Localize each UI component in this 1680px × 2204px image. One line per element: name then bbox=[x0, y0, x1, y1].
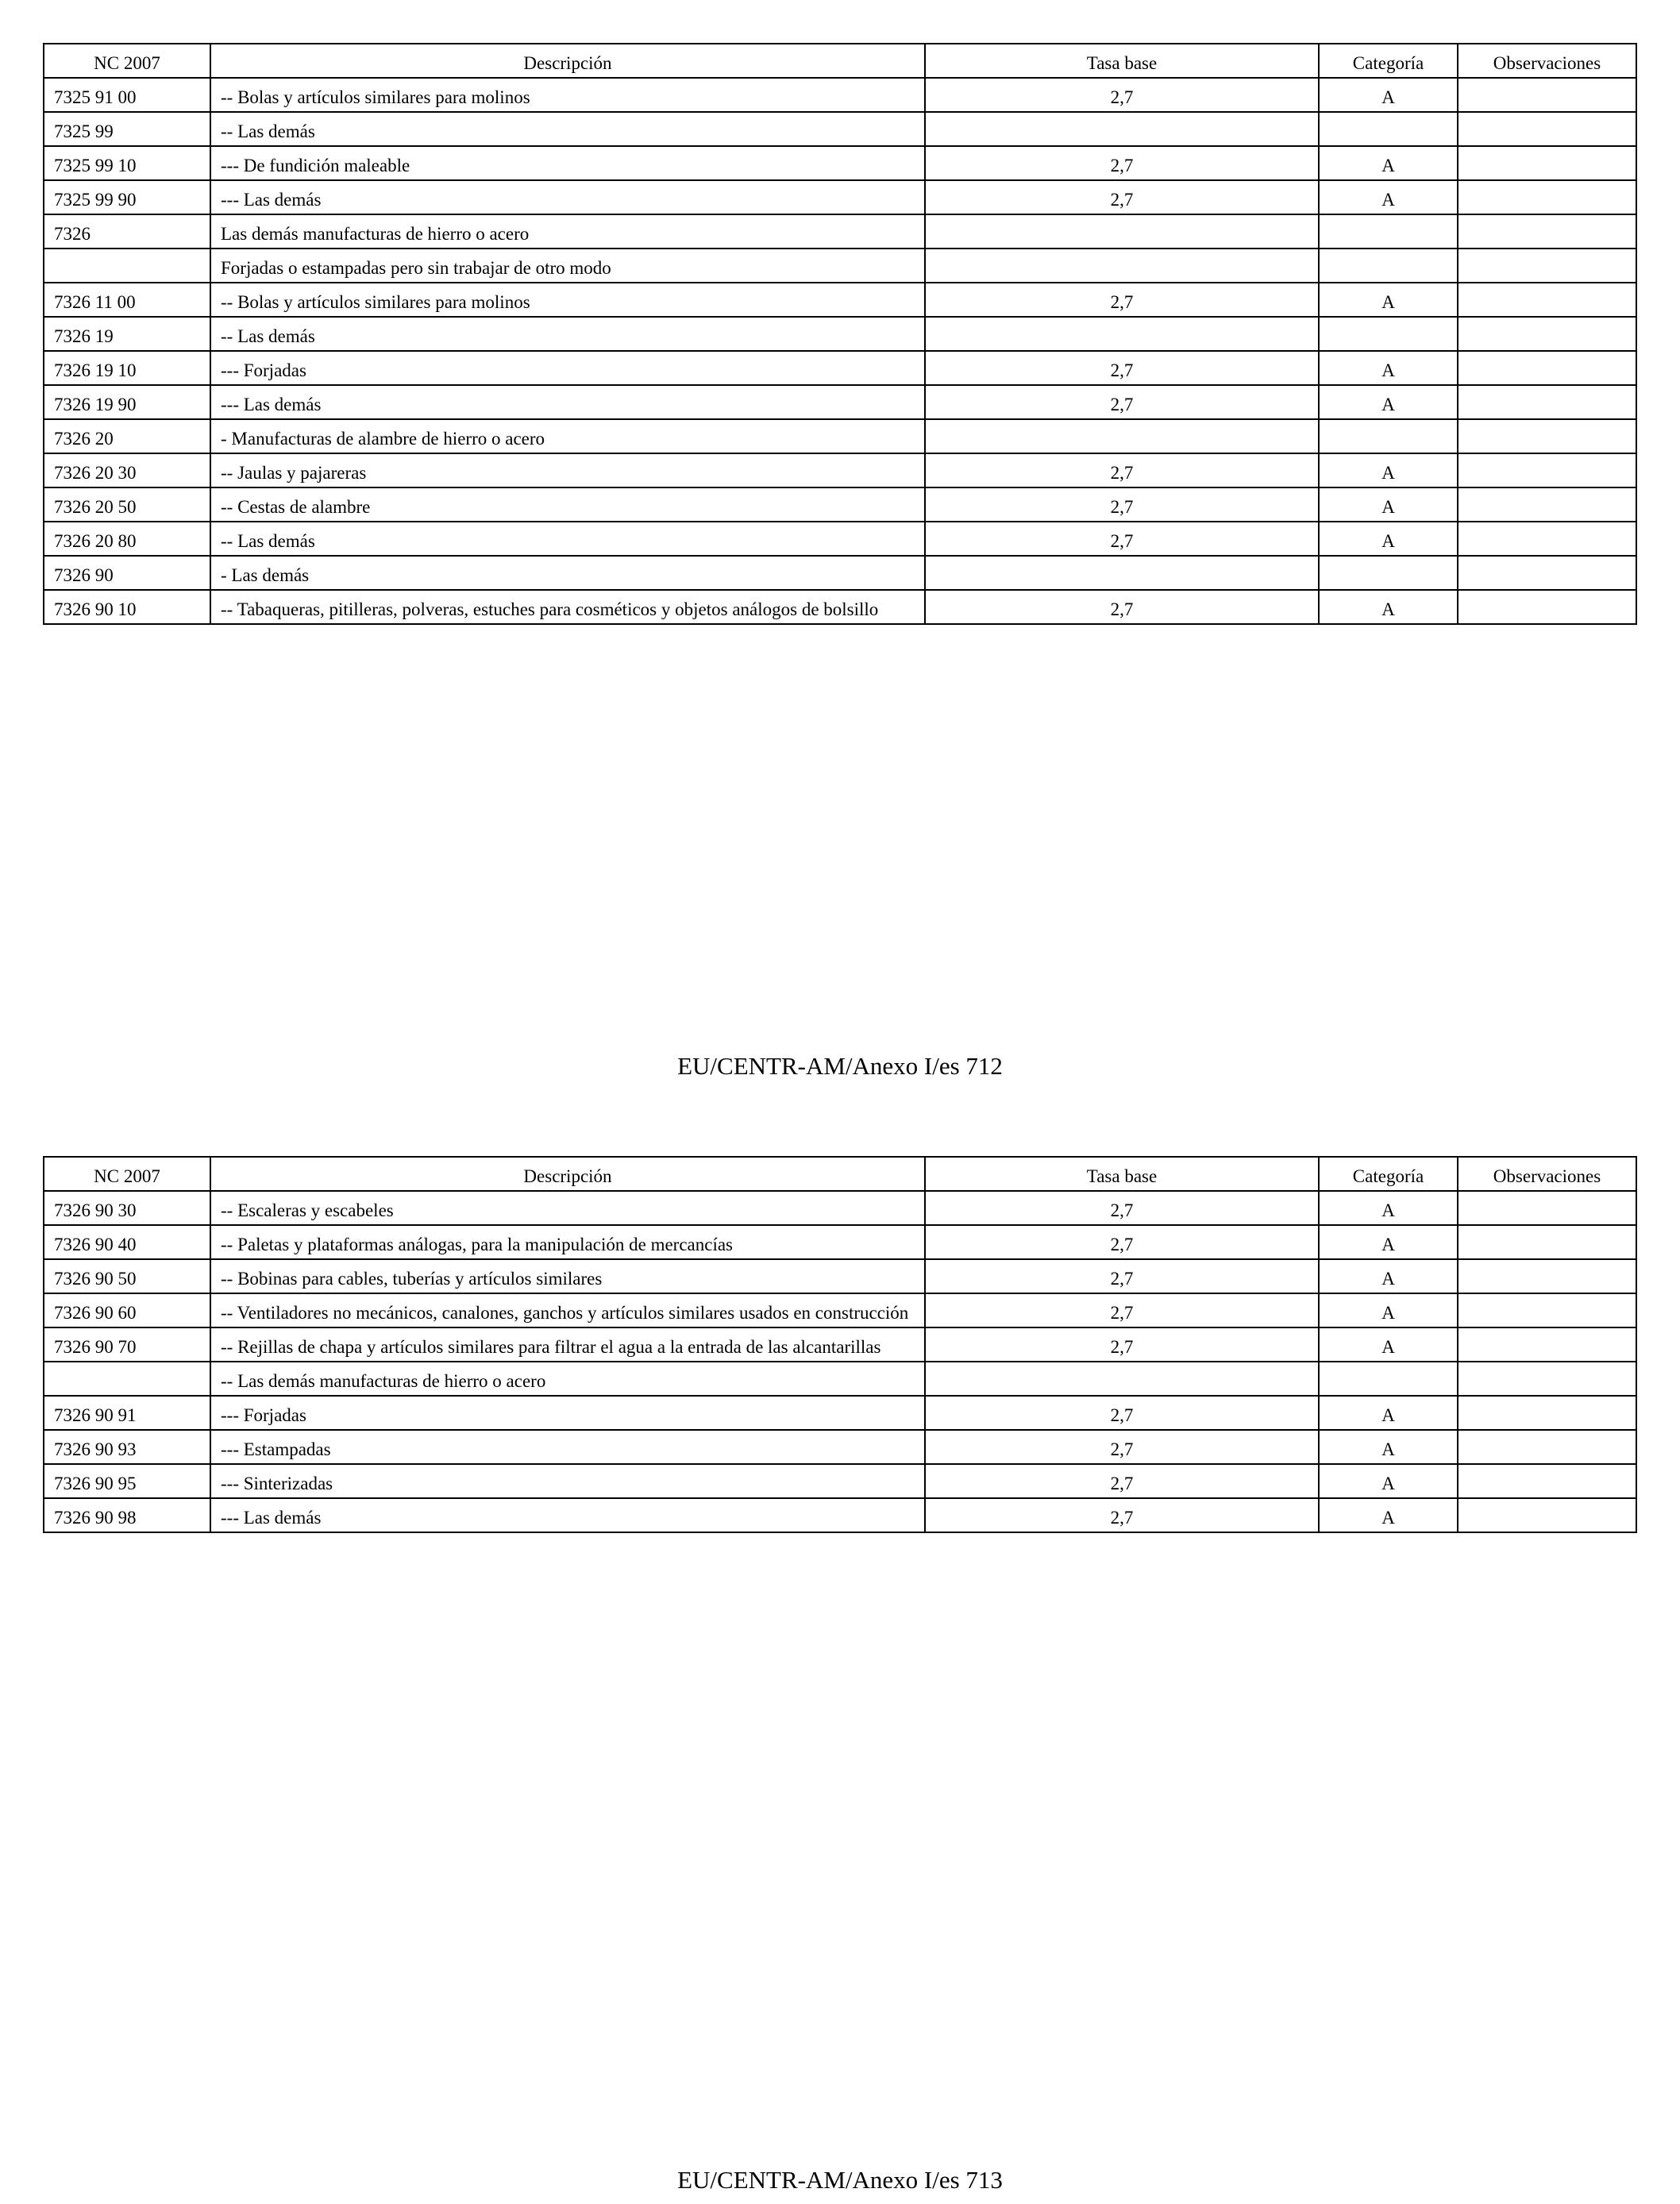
table-row bbox=[44, 180, 1636, 214]
cell-description: -- Las demás manufacturas de hierro o acero bbox=[210, 1362, 925, 1396]
cell-category: A bbox=[1319, 1464, 1458, 1498]
tariff-table bbox=[43, 1156, 1637, 1533]
cell-observations bbox=[1458, 385, 1636, 419]
cell-code: 7325 99 90 bbox=[44, 180, 210, 214]
cell-rate: 2,7 bbox=[925, 453, 1319, 487]
cell-category: A bbox=[1319, 1293, 1458, 1327]
cell-category: A bbox=[1319, 146, 1458, 180]
cell-description: --- Sinterizadas bbox=[210, 1464, 925, 1498]
cell-code: 7326 90 30 bbox=[44, 1191, 210, 1225]
cell-observations bbox=[1458, 590, 1636, 624]
cell-description: --- Las demás bbox=[210, 1498, 925, 1532]
table-row bbox=[44, 1293, 1636, 1327]
cell-rate: 2,7 bbox=[925, 385, 1319, 419]
table-row bbox=[44, 146, 1636, 180]
cell-code: 7326 bbox=[44, 214, 210, 249]
cell-description: -- Ventiladores no mecánicos, canalones, ganchos y artículos similares usados en construcción bbox=[210, 1293, 925, 1327]
table-row bbox=[44, 214, 1636, 249]
header-code: NC 2007 bbox=[44, 1157, 210, 1191]
table-row bbox=[44, 590, 1636, 624]
cell-description: -- Escaleras y escabeles bbox=[210, 1191, 925, 1225]
cell-rate: 2,7 bbox=[925, 351, 1319, 385]
table-row bbox=[44, 317, 1636, 351]
table-row bbox=[44, 78, 1636, 112]
cell-category: A bbox=[1319, 78, 1458, 112]
cell-observations bbox=[1458, 180, 1636, 214]
header-rate: Tasa base bbox=[925, 1157, 1319, 1191]
cell-description: -- Jaulas y pajareras bbox=[210, 453, 925, 487]
cell-description: --- Estampadas bbox=[210, 1430, 925, 1464]
cell-description: - Manufacturas de alambre de hierro o acero bbox=[210, 419, 925, 453]
cell-code: 7325 99 10 bbox=[44, 146, 210, 180]
cell-observations bbox=[1458, 1327, 1636, 1362]
cell-description: --- Las demás bbox=[210, 385, 925, 419]
cell-code: 7326 20 bbox=[44, 419, 210, 453]
cell-rate: 2,7 bbox=[925, 180, 1319, 214]
cell-code: 7326 90 70 bbox=[44, 1327, 210, 1362]
cell-rate: 2,7 bbox=[925, 1225, 1319, 1259]
header-rate: Tasa base bbox=[925, 44, 1319, 78]
cell-category: A bbox=[1319, 1396, 1458, 1430]
cell-rate: 2,7 bbox=[925, 590, 1319, 624]
table-row bbox=[44, 1362, 1636, 1396]
cell-rate: 2,7 bbox=[925, 1430, 1319, 1464]
cell-category: A bbox=[1319, 590, 1458, 624]
cell-description: --- Forjadas bbox=[210, 1396, 925, 1430]
cell-description: -- Bolas y artículos similares para molinos bbox=[210, 78, 925, 112]
cell-category bbox=[1319, 1362, 1458, 1396]
cell-rate: 2,7 bbox=[925, 283, 1319, 317]
cell-category: A bbox=[1319, 1259, 1458, 1293]
cell-category: A bbox=[1319, 1225, 1458, 1259]
table-row bbox=[44, 419, 1636, 453]
cell-rate: 2,7 bbox=[925, 1259, 1319, 1293]
cell-description: --- De fundición maleable bbox=[210, 146, 925, 180]
cell-observations bbox=[1458, 419, 1636, 453]
cell-code: 7326 20 30 bbox=[44, 453, 210, 487]
cell-category: A bbox=[1319, 453, 1458, 487]
cell-description: -- Rejillas de chapa y artículos similares para filtrar el agua a la entrada de las alcantarillas bbox=[210, 1327, 925, 1362]
cell-code: 7326 90 93 bbox=[44, 1430, 210, 1464]
cell-rate bbox=[925, 1362, 1319, 1396]
table-row bbox=[44, 453, 1636, 487]
table-row bbox=[44, 487, 1636, 522]
cell-description: -- Bobinas para cables, tuberías y artículos similares bbox=[210, 1259, 925, 1293]
header-category: Categoría bbox=[1319, 44, 1458, 78]
cell-description: -- Tabaqueras, pitilleras, polveras, estuches para cosméticos y objetos análogos de bolsillo bbox=[210, 590, 925, 624]
cell-rate: 2,7 bbox=[925, 1191, 1319, 1225]
cell-code: 7326 90 95 bbox=[44, 1464, 210, 1498]
cell-rate bbox=[925, 249, 1319, 283]
cell-code bbox=[44, 1362, 210, 1396]
cell-code: 7325 99 bbox=[44, 112, 210, 146]
page-footer: EU/CENTR-AM/Anexo I/es 713 bbox=[677, 2166, 1003, 2194]
cell-category: A bbox=[1319, 1327, 1458, 1362]
cell-code: 7326 90 50 bbox=[44, 1259, 210, 1293]
cell-rate: 2,7 bbox=[925, 1293, 1319, 1327]
cell-code: 7326 11 00 bbox=[44, 283, 210, 317]
tariff-table-page-712 bbox=[43, 43, 1636, 625]
cell-description: --- Forjadas bbox=[210, 351, 925, 385]
cell-observations bbox=[1458, 1430, 1636, 1464]
cell-observations bbox=[1458, 78, 1636, 112]
cell-rate: 2,7 bbox=[925, 522, 1319, 556]
cell-code bbox=[44, 249, 210, 283]
tariff-table-page-713 bbox=[43, 1156, 1636, 1533]
cell-category bbox=[1319, 214, 1458, 249]
table-row bbox=[44, 1327, 1636, 1362]
cell-observations bbox=[1458, 146, 1636, 180]
cell-code: 7326 90 98 bbox=[44, 1498, 210, 1532]
cell-observations bbox=[1458, 1464, 1636, 1498]
cell-description: -- Las demás bbox=[210, 317, 925, 351]
cell-category: A bbox=[1319, 1430, 1458, 1464]
cell-category bbox=[1319, 112, 1458, 146]
header-code: NC 2007 bbox=[44, 44, 210, 78]
cell-observations bbox=[1458, 283, 1636, 317]
table-row bbox=[44, 351, 1636, 385]
tariff-table bbox=[43, 43, 1637, 625]
table-row bbox=[44, 1396, 1636, 1430]
cell-rate bbox=[925, 419, 1319, 453]
table-row bbox=[44, 385, 1636, 419]
cell-code: 7326 90 60 bbox=[44, 1293, 210, 1327]
cell-rate: 2,7 bbox=[925, 78, 1319, 112]
cell-category bbox=[1319, 249, 1458, 283]
cell-rate: 2,7 bbox=[925, 1498, 1319, 1532]
table-row bbox=[44, 249, 1636, 283]
cell-code: 7326 90 91 bbox=[44, 1396, 210, 1430]
cell-category: A bbox=[1319, 1498, 1458, 1532]
cell-category: A bbox=[1319, 351, 1458, 385]
cell-description: Las demás manufacturas de hierro o acero bbox=[210, 214, 925, 249]
header-category: Categoría bbox=[1319, 1157, 1458, 1191]
cell-code: 7326 90 10 bbox=[44, 590, 210, 624]
cell-category: A bbox=[1319, 1191, 1458, 1225]
cell-code: 7326 19 90 bbox=[44, 385, 210, 419]
table-row bbox=[44, 1464, 1636, 1498]
header-description: Descripción bbox=[210, 44, 925, 78]
table-row bbox=[44, 1430, 1636, 1464]
cell-code: 7326 90 40 bbox=[44, 1225, 210, 1259]
cell-observations bbox=[1458, 522, 1636, 556]
cell-code: 7326 20 80 bbox=[44, 522, 210, 556]
table-row bbox=[44, 283, 1636, 317]
cell-description: Forjadas o estampadas pero sin trabajar de otro modo bbox=[210, 249, 925, 283]
cell-rate bbox=[925, 112, 1319, 146]
cell-observations bbox=[1458, 214, 1636, 249]
table-row bbox=[44, 522, 1636, 556]
cell-observations bbox=[1458, 1225, 1636, 1259]
cell-rate: 2,7 bbox=[925, 1464, 1319, 1498]
cell-description: -- Cestas de alambre bbox=[210, 487, 925, 522]
table-row bbox=[44, 1498, 1636, 1532]
table-row bbox=[44, 556, 1636, 590]
cell-observations bbox=[1458, 1498, 1636, 1532]
header-observations: Observaciones bbox=[1458, 1157, 1636, 1191]
table-row bbox=[44, 1191, 1636, 1225]
page-footer: EU/CENTR-AM/Anexo I/es 712 bbox=[677, 1052, 1003, 1080]
cell-observations bbox=[1458, 112, 1636, 146]
header-observations: Observaciones bbox=[1458, 44, 1636, 78]
cell-observations bbox=[1458, 487, 1636, 522]
cell-description: --- Las demás bbox=[210, 180, 925, 214]
cell-code: 7326 19 bbox=[44, 317, 210, 351]
cell-rate bbox=[925, 214, 1319, 249]
cell-category bbox=[1319, 317, 1458, 351]
cell-rate: 2,7 bbox=[925, 146, 1319, 180]
cell-observations bbox=[1458, 1191, 1636, 1225]
cell-rate: 2,7 bbox=[925, 487, 1319, 522]
table-row bbox=[44, 1225, 1636, 1259]
cell-rate: 2,7 bbox=[925, 1396, 1319, 1430]
cell-description: -- Paletas y plataformas análogas, para la manipulación de mercancías bbox=[210, 1225, 925, 1259]
cell-description: -- Las demás bbox=[210, 522, 925, 556]
cell-code: 7326 90 bbox=[44, 556, 210, 590]
cell-code: 7326 20 50 bbox=[44, 487, 210, 522]
cell-category: A bbox=[1319, 385, 1458, 419]
cell-category bbox=[1319, 556, 1458, 590]
cell-observations bbox=[1458, 1259, 1636, 1293]
cell-observations bbox=[1458, 1362, 1636, 1396]
table-header-row bbox=[44, 1157, 1636, 1191]
cell-category bbox=[1319, 419, 1458, 453]
cell-description: - Las demás bbox=[210, 556, 925, 590]
cell-description: -- Las demás bbox=[210, 112, 925, 146]
cell-category: A bbox=[1319, 522, 1458, 556]
cell-rate: 2,7 bbox=[925, 1327, 1319, 1362]
cell-rate bbox=[925, 317, 1319, 351]
table-row bbox=[44, 112, 1636, 146]
cell-observations bbox=[1458, 556, 1636, 590]
cell-category: A bbox=[1319, 180, 1458, 214]
cell-observations bbox=[1458, 351, 1636, 385]
cell-observations bbox=[1458, 453, 1636, 487]
cell-rate bbox=[925, 556, 1319, 590]
cell-code: 7326 19 10 bbox=[44, 351, 210, 385]
cell-code: 7325 91 00 bbox=[44, 78, 210, 112]
cell-description: -- Bolas y artículos similares para molinos bbox=[210, 283, 925, 317]
cell-observations bbox=[1458, 1396, 1636, 1430]
table-header-row bbox=[44, 44, 1636, 78]
cell-observations bbox=[1458, 249, 1636, 283]
cell-observations bbox=[1458, 1293, 1636, 1327]
cell-observations bbox=[1458, 317, 1636, 351]
header-description: Descripción bbox=[210, 1157, 925, 1191]
cell-category: A bbox=[1319, 487, 1458, 522]
table-row bbox=[44, 1259, 1636, 1293]
cell-category: A bbox=[1319, 283, 1458, 317]
